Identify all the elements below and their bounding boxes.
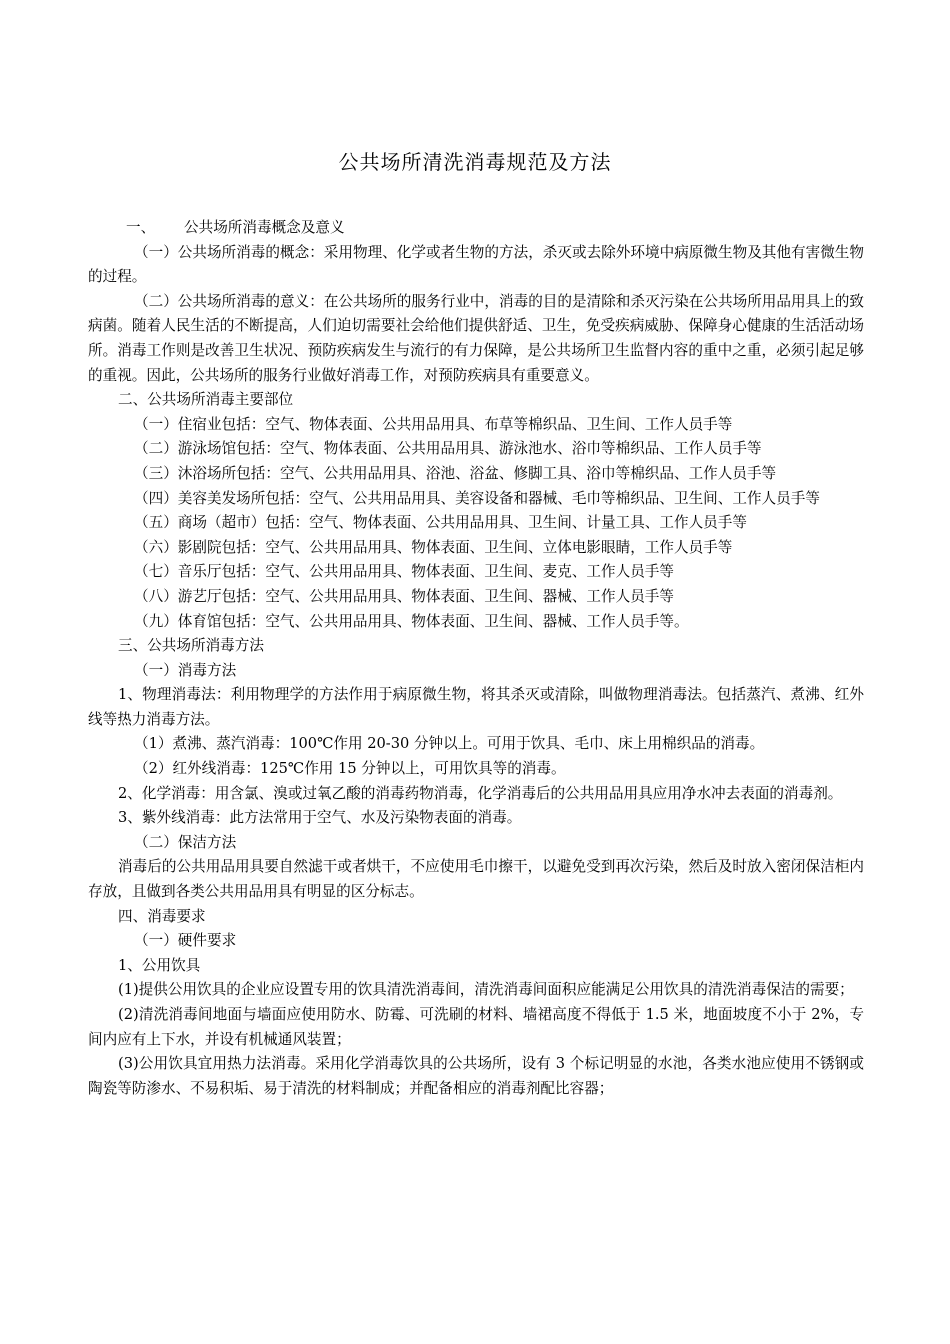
section-heading: 三、公共场所消毒方法 [118,637,264,655]
subsection-heading: （一）硬件要求 [134,932,237,950]
section-heading-text: 公共场所消毒概念及意义 [184,219,345,236]
paragraph: 2、化学消毒：用含氯、溴或过氧乙酸的消毒药物消毒，化学消毒后的公共用品用具应用净水冲去表面的消毒剂。 [118,784,843,802]
paragraph: （2）红外线消毒：125℃作用 15 分钟以上，可用饮具等的消毒。 [134,760,566,778]
paragraph: 消毒后的公共用品用具要自然滤干或者烘干，不应使用毛巾擦干，以避免受到再次污染，然后及时放入密闭保洁柜内存放，且做到各类公共用品用具有明显的区分标志。 [88,858,864,901]
subsection-heading: （一）消毒方法 [134,661,237,679]
document-title: 公共场所清洗消毒规范及方法 [338,150,612,174]
subsection-heading: （二）保洁方法 [134,833,237,851]
list-item: （二）游泳场馆包括：空气、物体表面、公共用品用具、游泳池水、浴巾等棉织品、工作人员手等 [134,440,762,458]
paragraph: 1、公用饮具 [118,956,201,974]
list-item: （六）影剧院包括：空气、公共用品用具、物体表面、卫生间、立体电影眼睛，工作人员手等 [134,538,733,556]
paragraph: 3、紫外线消毒：此方法常用于空气、水及污染物表面的消毒。 [118,809,522,827]
paragraph: （1）煮沸、蒸汽消毒：100℃作用 20-30 分钟以上。可用于饮具、毛巾、床上用棉织品的消毒。 [134,735,765,753]
paragraph: （一）公共场所消毒的概念：采用物理、化学或者生物的方法，杀灭或去除外环境中病原微生物及其他有害微生物的过程。 [88,243,864,286]
paragraph: (3)公用饮具宜用热力法消毒。采用化学消毒饮具的公共场所，设有 3 个标记明显的水池，各类水池应使用不锈钢或陶瓷等防渗水、不易积垢、易于清洗的材料制成；并配备相应的消毒剂配比容器； [88,1055,864,1097]
section-heading: 二、公共场所消毒主要部位 [118,391,294,409]
section-heading: 四、消毒要求 [118,907,206,925]
document-body [88,216,864,1101]
list-item: （八）游艺厅包括：空气、公共用品用具、物体表面、卫生间、器械、工作人员手等 [134,587,674,605]
list-item: （四）美容美发场所包括：空气、公共用品用具、美容设备和器械、毛巾等棉织品、卫生间、工作人员手等 [134,489,820,507]
paragraph: (2)清洗消毒间地面与墙面应使用防水、防霉、可洗刷的材料、墙裙高度不得低于 1.5 米，地面坡度不小于 2%，专间内应有上下水，并设有机械通风装置； [88,1006,864,1048]
list-item: （五）商场（超市）包括：空气、物体表面、公共用品用具、卫生间、计量工具、工作人员手等 [134,514,747,532]
section-number: 一、 [126,219,156,236]
list-item: （七）音乐厅包括：空气、公共用品用具、物体表面、卫生间、麦克、工作人员手等 [134,563,674,581]
paragraph: (1)提供公用饮具的企业应设置专用的饮具清洗消毒间，清洗消毒间面积应能满足公用饮具的清洗消毒保洁的需要； [118,981,854,999]
paragraph: （二）公共场所消毒的意义：在公共场所的服务行业中，消毒的目的是清除和杀灭污染在公共场所用品用具上的致病菌。随着人民生活的不断提高，人们迫切需要社会给他们提供舒适、卫生，免受疾病威胁、保障身心健康的生活活动场所。消毒工作则是改善卫生状况、预防疾病发生与流行的有力保障，是公共场所卫生监督内容的重中之重，必须引起足够的重视。因此，公共场所的服务行业做好消毒工作，对预防疾病具有重要意义。 [88,292,864,384]
list-item: （九）体育馆包括：空气、公共用品用具、物体表面、卫生间、器械、工作人员手等。 [134,612,689,630]
list-item: （一）住宿业包括：空气、物体表面、公共用品用具、布草等棉织品、卫生间、工作人员手等 [134,415,733,433]
section-heading [88,216,864,241]
paragraph: 1、物理消毒法：利用物理学的方法作用于病原微生物，将其杀灭或清除，叫做物理消毒法。包括蒸汽、煮沸、红外线等热力消毒方法。 [88,686,864,728]
list-item: （三）沐浴场所包括：空气、公共用品用具、浴池、浴盆、修脚工具、浴巾等棉织品、工作人员手等 [134,464,777,482]
